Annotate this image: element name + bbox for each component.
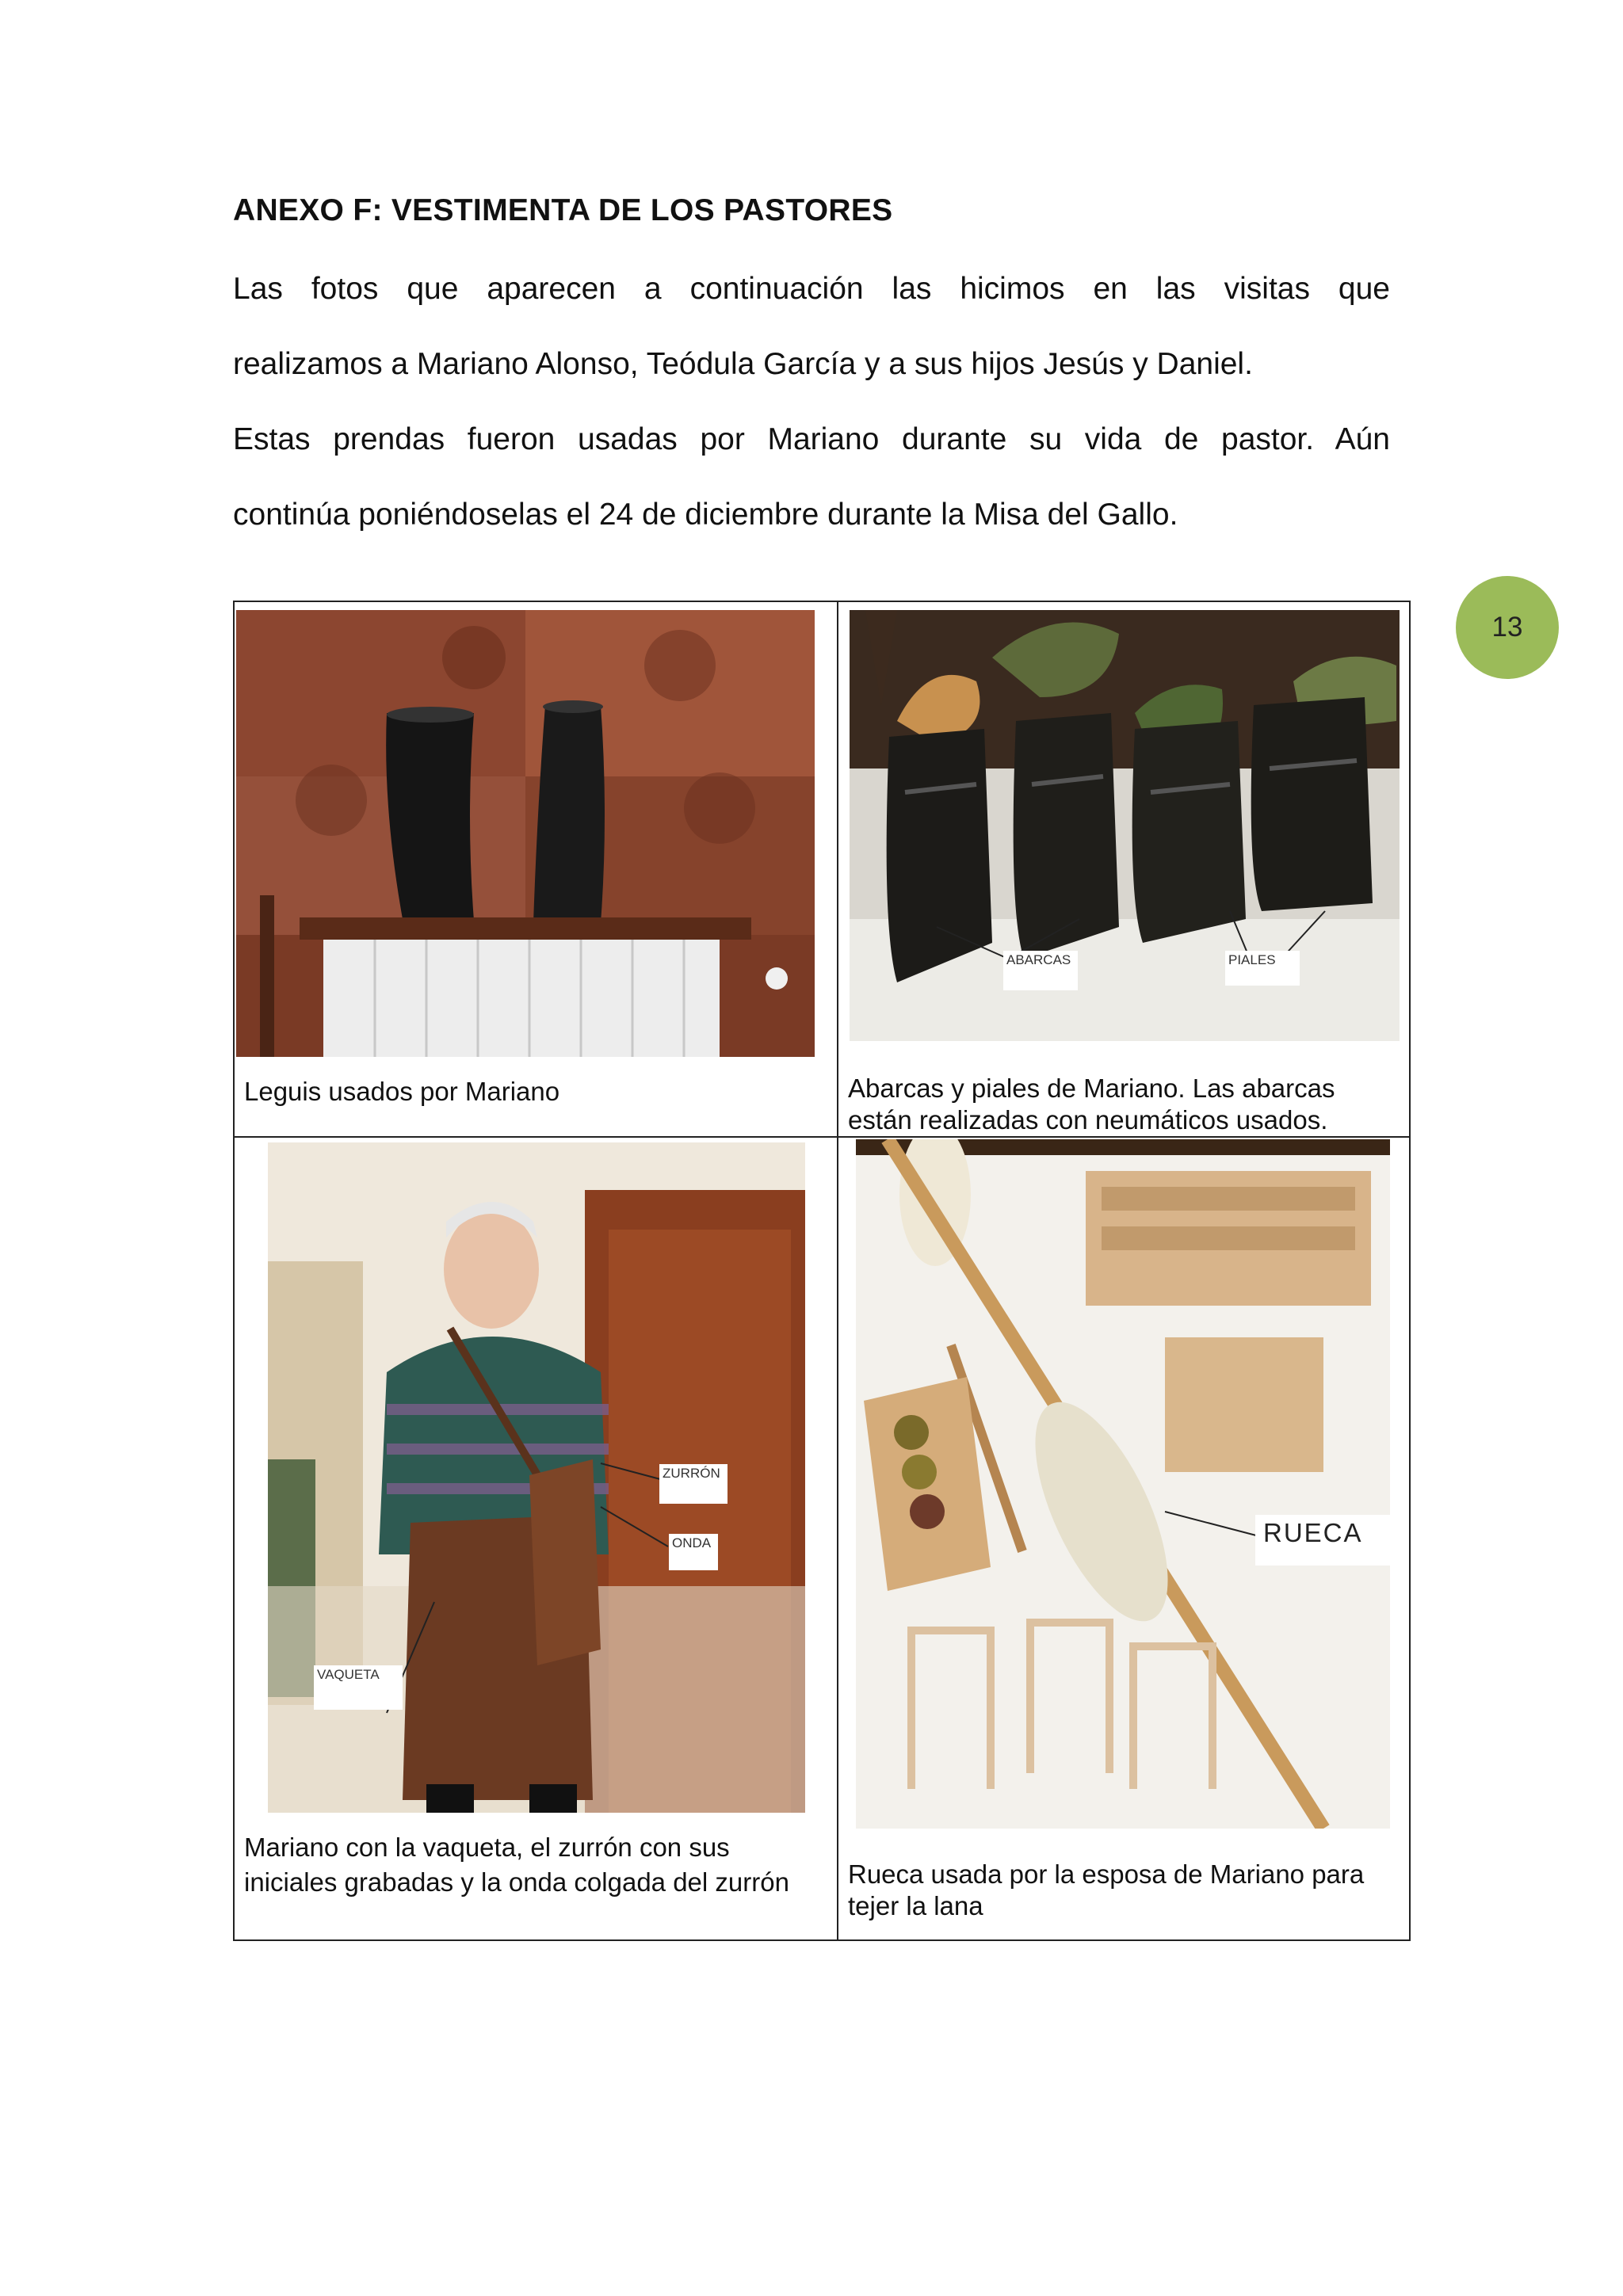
table-divider-horizontal [235, 1136, 1409, 1138]
caption-leguis: Leguis usados por Mariano [244, 1077, 560, 1106]
label-abarcas: ABARCAS [1003, 951, 1078, 990]
intro-paragraph-line-1: Las fotos que aparecen a continuación las hicimos en las visitas que [233, 272, 1390, 306]
photo-rueca [856, 1139, 1390, 1829]
usage-paragraph-line-2: continúa poniéndoselas el 24 de diciembre durante la Misa del Gallo. [233, 498, 1178, 532]
photo-abarcas-piales [850, 610, 1400, 1041]
caption-mariano-line-2: iniciales grabadas y la onda colgada del zurrón [244, 1867, 789, 1897]
label-zurron: ZURRÓN [659, 1464, 727, 1504]
photo-leguis [236, 610, 815, 1057]
page-number-badge [1456, 576, 1559, 679]
caption-rueca: Rueca usada por la esposa de Mariano para tejer la lana [848, 1859, 1365, 1920]
intro-paragraph-line-2: realizamos a Mariano Alonso, Teódula García y a sus hijos Jesús y Daniel. [233, 347, 1253, 381]
label-piales: PIALES [1225, 951, 1300, 986]
label-onda: ONDA [669, 1534, 718, 1570]
caption-abarcas-piales: Abarcas y piales de Mariano. Las abarcas están realizadas con neumáticos usados. [848, 1074, 1335, 1135]
table-divider-vertical [837, 602, 838, 1939]
page-number: 13 [1491, 612, 1523, 643]
photo-table [233, 601, 1411, 1941]
page-heading: ANEXO F: VESTIMENTA DE LOS PASTORES [233, 193, 893, 227]
usage-paragraph-line-1: Estas prendas fueron usadas por Mariano durante su vida de pastor. Aún [233, 422, 1390, 456]
label-rueca: RUECA [1255, 1515, 1390, 1566]
caption-mariano-line-1: Mariano con la vaqueta, el zurrón con sus [244, 1833, 730, 1862]
label-vaqueta: VAQUETA [314, 1665, 403, 1710]
